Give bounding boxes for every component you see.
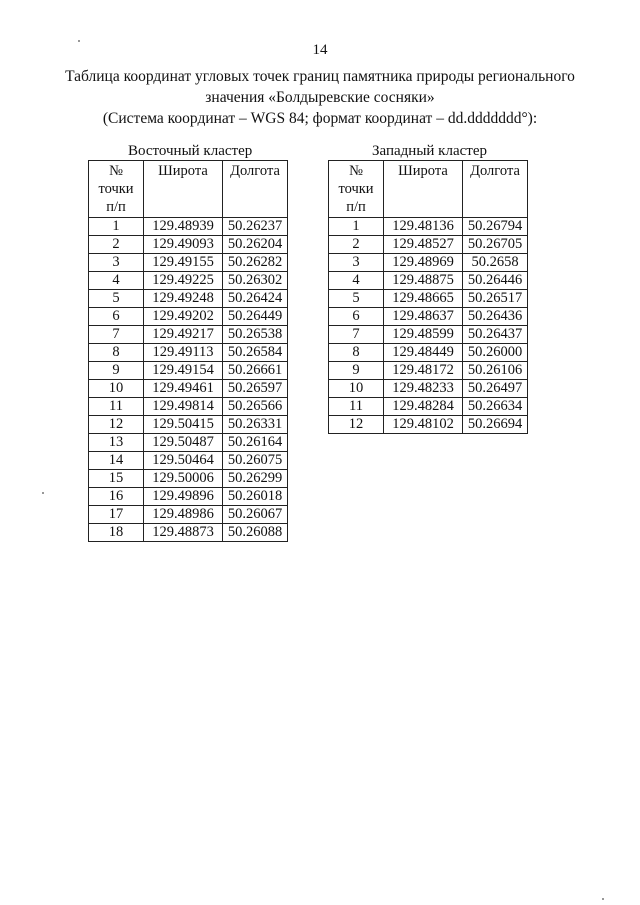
longitude-cell: 50.26436 xyxy=(463,308,528,326)
header-num-abbr: п/п xyxy=(106,199,126,215)
latitude-cell: 129.50487 xyxy=(144,434,223,452)
table-row xyxy=(89,416,288,434)
table-row xyxy=(89,524,288,542)
table-row xyxy=(329,218,528,236)
longitude-cell: 50.26705 xyxy=(463,236,528,254)
longitude-cell: 50.26584 xyxy=(223,344,288,362)
point-number-cell: 4 xyxy=(89,272,144,290)
table-row xyxy=(329,344,528,362)
header-num-symbol: № xyxy=(109,163,123,179)
east-table-body xyxy=(89,218,288,542)
point-number-cell: 14 xyxy=(89,452,144,470)
latitude-cell: 129.50006 xyxy=(144,470,223,488)
table-row xyxy=(89,488,288,506)
longitude-cell: 50.26000 xyxy=(463,344,528,362)
longitude-header: Долгота xyxy=(463,161,528,218)
table-row xyxy=(329,326,528,344)
point-number-cell: 18 xyxy=(89,524,144,542)
latitude-cell: 129.49248 xyxy=(144,290,223,308)
longitude-cell: 50.26497 xyxy=(463,380,528,398)
title-line-1: Таблица координат угловых точек границ памятника природы регионального xyxy=(65,68,575,85)
latitude-header: Широта xyxy=(384,161,463,218)
latitude-cell: 129.48527 xyxy=(384,236,463,254)
point-number-cell: 9 xyxy=(329,362,384,380)
longitude-cell: 50.26634 xyxy=(463,398,528,416)
point-number-cell: 9 xyxy=(89,362,144,380)
scan-speck xyxy=(78,40,80,42)
west-cluster-caption: Западный кластер xyxy=(372,143,487,159)
document-title xyxy=(40,66,600,129)
table-row xyxy=(89,506,288,524)
longitude-cell: 50.26282 xyxy=(223,254,288,272)
longitude-cell: 50.26302 xyxy=(223,272,288,290)
table-row xyxy=(89,398,288,416)
point-number-cell: 5 xyxy=(329,290,384,308)
latitude-cell: 129.49461 xyxy=(144,380,223,398)
table-row xyxy=(89,362,288,380)
point-number-cell: 15 xyxy=(89,470,144,488)
table-row xyxy=(329,236,528,254)
longitude-cell: 50.26449 xyxy=(223,308,288,326)
page-number: 14 xyxy=(312,42,328,58)
latitude-cell: 129.49154 xyxy=(144,362,223,380)
longitude-cell: 50.26538 xyxy=(223,326,288,344)
longitude-cell: 50.26018 xyxy=(223,488,288,506)
table-row xyxy=(89,254,288,272)
latitude-cell: 129.48637 xyxy=(384,308,463,326)
latitude-cell: 129.48284 xyxy=(384,398,463,416)
point-number-cell: 5 xyxy=(89,290,144,308)
latitude-cell: 129.48665 xyxy=(384,290,463,308)
latitude-cell: 129.50464 xyxy=(144,452,223,470)
latitude-cell: 129.48873 xyxy=(144,524,223,542)
longitude-cell: 50.26164 xyxy=(223,434,288,452)
longitude-header: Долгота xyxy=(223,161,288,218)
latitude-cell: 129.48969 xyxy=(384,254,463,272)
point-number-cell: 4 xyxy=(329,272,384,290)
table-row xyxy=(329,416,528,434)
point-number-cell: 10 xyxy=(329,380,384,398)
table-row xyxy=(89,344,288,362)
latitude-cell: 129.48102 xyxy=(384,416,463,434)
table-row xyxy=(329,308,528,326)
header-num-word: точки xyxy=(338,181,374,197)
latitude-cell: 129.49113 xyxy=(144,344,223,362)
table-row xyxy=(329,380,528,398)
longitude-cell: 50.26067 xyxy=(223,506,288,524)
table-row xyxy=(89,452,288,470)
point-number-cell: 2 xyxy=(89,236,144,254)
longitude-cell: 50.26106 xyxy=(463,362,528,380)
longitude-cell: 50.26566 xyxy=(223,398,288,416)
point-number-cell: 3 xyxy=(89,254,144,272)
longitude-cell: 50.26661 xyxy=(223,362,288,380)
longitude-cell: 50.26424 xyxy=(223,290,288,308)
east-coordinates-table xyxy=(88,160,288,542)
latitude-cell: 129.49202 xyxy=(144,308,223,326)
table-row xyxy=(89,272,288,290)
longitude-cell: 50.26694 xyxy=(463,416,528,434)
longitude-cell: 50.26075 xyxy=(223,452,288,470)
longitude-cell: 50.26237 xyxy=(223,218,288,236)
table-row xyxy=(89,470,288,488)
header-num-abbr: п/п xyxy=(346,199,366,215)
table-row xyxy=(89,434,288,452)
latitude-cell: 129.48233 xyxy=(384,380,463,398)
longitude-cell: 50.26794 xyxy=(463,218,528,236)
table-row xyxy=(89,380,288,398)
latitude-cell: 129.49155 xyxy=(144,254,223,272)
title-line-2: значения «Болдыревские сосняки» xyxy=(205,89,435,106)
point-number-cell: 1 xyxy=(329,218,384,236)
table-row xyxy=(329,254,528,272)
table-row xyxy=(329,398,528,416)
point-number-cell: 10 xyxy=(89,380,144,398)
point-number-header xyxy=(89,161,144,218)
point-number-cell: 16 xyxy=(89,488,144,506)
scan-speck xyxy=(42,492,44,494)
table-row xyxy=(89,326,288,344)
longitude-cell: 50.26299 xyxy=(223,470,288,488)
latitude-cell: 129.50415 xyxy=(144,416,223,434)
point-number-cell: 11 xyxy=(329,398,384,416)
point-number-cell: 6 xyxy=(89,308,144,326)
west-coordinates-table xyxy=(328,160,528,434)
table-row xyxy=(329,362,528,380)
latitude-cell: 129.48875 xyxy=(384,272,463,290)
latitude-cell: 129.48986 xyxy=(144,506,223,524)
latitude-cell: 129.49896 xyxy=(144,488,223,506)
point-number-cell: 6 xyxy=(329,308,384,326)
table-header-row xyxy=(89,161,288,218)
latitude-cell: 129.49225 xyxy=(144,272,223,290)
table-row xyxy=(329,272,528,290)
point-number-cell: 2 xyxy=(329,236,384,254)
latitude-cell: 129.49814 xyxy=(144,398,223,416)
latitude-cell: 129.48172 xyxy=(384,362,463,380)
point-number-cell: 8 xyxy=(89,344,144,362)
point-number-cell: 17 xyxy=(89,506,144,524)
longitude-cell: 50.2658 xyxy=(463,254,528,272)
point-number-cell: 7 xyxy=(89,326,144,344)
point-number-cell: 1 xyxy=(89,218,144,236)
table-header-row xyxy=(329,161,528,218)
latitude-cell: 129.49217 xyxy=(144,326,223,344)
title-line-3: (Система координат – WGS 84; формат координат – dd.ddddddd°): xyxy=(102,110,538,127)
scan-speck xyxy=(602,898,604,900)
table-row xyxy=(329,290,528,308)
header-num-symbol: № xyxy=(349,163,363,179)
longitude-cell: 50.26331 xyxy=(223,416,288,434)
table-row xyxy=(89,308,288,326)
latitude-header: Широта xyxy=(144,161,223,218)
latitude-cell: 129.48449 xyxy=(384,344,463,362)
longitude-cell: 50.26517 xyxy=(463,290,528,308)
west-table-body xyxy=(329,218,528,434)
longitude-cell: 50.26204 xyxy=(223,236,288,254)
point-number-cell: 8 xyxy=(329,344,384,362)
table-row xyxy=(89,290,288,308)
point-number-cell: 12 xyxy=(89,416,144,434)
latitude-cell: 129.48599 xyxy=(384,326,463,344)
latitude-cell: 129.49093 xyxy=(144,236,223,254)
header-num-word: точки xyxy=(98,181,134,197)
longitude-cell: 50.26088 xyxy=(223,524,288,542)
longitude-cell: 50.26446 xyxy=(463,272,528,290)
table-row xyxy=(89,218,288,236)
point-number-header xyxy=(329,161,384,218)
point-number-cell: 3 xyxy=(329,254,384,272)
point-number-cell: 12 xyxy=(329,416,384,434)
longitude-cell: 50.26597 xyxy=(223,380,288,398)
longitude-cell: 50.26437 xyxy=(463,326,528,344)
point-number-cell: 13 xyxy=(89,434,144,452)
table-row xyxy=(89,236,288,254)
latitude-cell: 129.48939 xyxy=(144,218,223,236)
point-number-cell: 7 xyxy=(329,326,384,344)
point-number-cell: 11 xyxy=(89,398,144,416)
east-cluster-caption: Восточный кластер xyxy=(128,143,253,159)
latitude-cell: 129.48136 xyxy=(384,218,463,236)
